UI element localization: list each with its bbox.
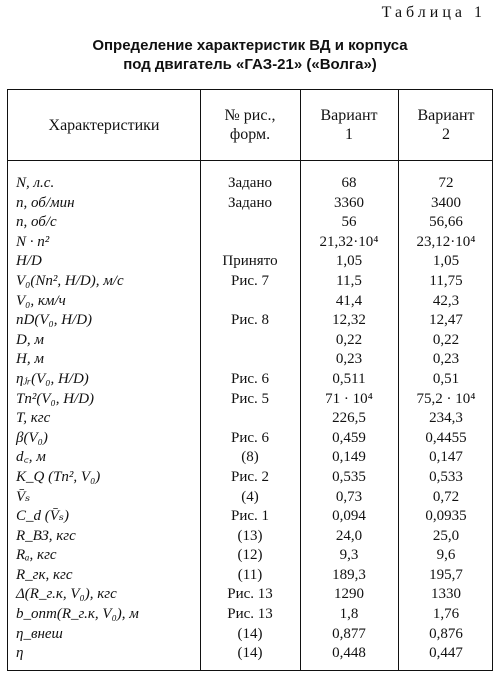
table-row: [8, 252, 492, 272]
table-row: [8, 468, 492, 488]
reference-cell: Задано: [228, 194, 272, 211]
variant-2-value: 56,66: [429, 214, 463, 231]
variant-1-value: 71 · 10⁴: [325, 390, 373, 407]
variant-2-value: 234,3: [429, 410, 463, 427]
variant-1-value: 41,4: [335, 292, 363, 309]
variant-1-value: 9,3: [339, 547, 359, 564]
characteristic-cell: d꜀, м: [16, 449, 46, 466]
variant-1-value: 0,877: [332, 625, 366, 642]
characteristic-cell: β(V₀): [16, 429, 48, 446]
variant-2-value: 42,3: [432, 292, 460, 309]
variant-1-value: 0,22: [335, 331, 363, 348]
characteristic-cell: η: [16, 645, 24, 662]
characteristic-cell: V̄ₛ: [16, 488, 31, 505]
table-row: [8, 311, 492, 331]
reference-cell: Рис. 7: [230, 272, 270, 289]
table-row: [8, 527, 492, 547]
table-row: [8, 233, 492, 253]
variant-2-value: 0,147: [429, 449, 463, 466]
variant-2-value: 195,7: [429, 566, 463, 583]
table-row: [8, 194, 492, 214]
variant-2-value: 1,76: [432, 606, 460, 623]
variant-1-value: 0,23: [335, 351, 363, 368]
table-row: [8, 546, 492, 566]
title-line-2: под двигатель «ГАЗ-21» («Волга»): [123, 56, 377, 73]
reference-cell: Принято: [222, 253, 278, 270]
table-row: [8, 488, 492, 508]
variant-2-value: 11,75: [429, 272, 463, 289]
variant-1-value: 11,5: [336, 272, 362, 289]
table-row: [8, 292, 492, 312]
table-row: [8, 448, 492, 468]
variant-1-value: 68: [341, 175, 357, 191]
table-row: [8, 507, 492, 527]
characteristic-cell: Rₐ, кгс: [16, 547, 57, 564]
header-characteristics: Характеристики: [48, 116, 160, 134]
characteristic-cell: ηⱼᵣ(V₀, H/D): [16, 370, 89, 387]
table-row: [8, 331, 492, 351]
characteristic-cell: H, м: [16, 351, 44, 368]
characteristic-cell: b_опт(R_г.к, V₀), м: [16, 606, 139, 623]
variant-2-value: 25,0: [432, 527, 460, 544]
variant-1-value: 3360: [334, 194, 364, 211]
reference-cell: (12): [237, 547, 263, 564]
characteristic-cell: N, л.с.: [16, 175, 55, 191]
variant-2-value: 0,876: [429, 625, 463, 642]
header-figure-formula: № рис., форм.: [224, 107, 276, 143]
variant-2-value: 3400: [431, 194, 461, 211]
characteristic-cell: T, кгс: [16, 410, 51, 427]
table-row: [8, 370, 492, 390]
table-row: [8, 409, 492, 429]
variant-2-value: 0,533: [429, 468, 463, 485]
table-row: [8, 644, 492, 664]
characteristic-cell: n, об/мин: [16, 194, 75, 211]
variant-1-value: 0,73: [335, 488, 363, 505]
variant-2-value: 23,12·10⁴: [416, 233, 476, 250]
variant-1-value: 1,05: [335, 253, 363, 270]
reference-cell: (14): [237, 625, 263, 642]
reference-cell: (4): [241, 488, 259, 505]
table-body: [8, 174, 492, 664]
reference-cell: Рис. 8: [230, 312, 270, 329]
variant-2-value: 72: [438, 175, 454, 191]
variant-2-value: 0,23: [432, 351, 460, 368]
table-title: [0, 36, 500, 74]
table-row: [8, 350, 492, 370]
header-variant-1: Вариант 1: [320, 107, 378, 143]
variant-1-value: 12,32: [332, 312, 366, 329]
characteristic-cell: nD(V₀, H/D): [16, 312, 93, 329]
variant-2-value: 1330: [431, 586, 461, 603]
variant-1-value: 226,5: [332, 410, 366, 427]
variant-2-value: 12,47: [429, 312, 463, 329]
characteristic-cell: N · n²: [16, 233, 50, 250]
characteristic-cell: R_гк, кгс: [16, 566, 73, 583]
table-row: [8, 213, 492, 233]
variant-2-value: 0,51: [432, 370, 460, 387]
reference-cell: (8): [241, 449, 259, 466]
characteristic-cell: H/D: [16, 253, 42, 270]
characteristic-cell: η_внеш: [16, 625, 63, 642]
variant-1-value: 0,149: [332, 449, 366, 466]
variant-2-value: 9,6: [436, 547, 456, 564]
variant-2-value: 0,0935: [425, 508, 467, 525]
table-number-label: Таблица 1: [381, 4, 486, 21]
reference-cell: Рис. 6: [230, 429, 270, 446]
reference-cell: Задано: [228, 175, 272, 191]
header-divider: [8, 160, 492, 161]
characteristic-cell: V₀, км/ч: [16, 292, 66, 309]
title-line-1: Определение характеристик ВД и корпуса: [92, 37, 408, 54]
variant-1-value: 0,535: [332, 468, 366, 485]
characteristic-cell: R_ВЗ, кгс: [16, 527, 76, 544]
variant-1-value: 1290: [334, 586, 364, 603]
variant-2-value: 75,2 · 10⁴: [416, 390, 476, 407]
variant-2-value: 0,22: [432, 331, 460, 348]
characteristic-cell: Tn²(V₀, H/D): [16, 390, 95, 407]
variant-1-value: 0,459: [332, 429, 366, 446]
variant-1-value: 0,511: [332, 370, 366, 387]
characteristic-cell: V₀(Nn², H/D), м/с: [16, 272, 124, 289]
reference-cell: Рис. 2: [230, 468, 270, 485]
table-row: [8, 585, 492, 605]
characteristic-cell: n, об/с: [16, 214, 57, 231]
characteristic-cell: D, м: [16, 331, 44, 348]
characteristic-cell: C_d (V̄ₛ): [16, 508, 69, 525]
table-row: [8, 390, 492, 410]
variant-2-value: 0,4455: [425, 429, 467, 446]
header-variant-2: Вариант 2: [417, 107, 475, 143]
table-row: [8, 429, 492, 449]
reference-cell: Рис. 13: [227, 606, 273, 623]
variant-1-value: 189,3: [332, 566, 366, 583]
table-row: [8, 605, 492, 625]
reference-cell: (11): [237, 566, 263, 583]
table-row: [8, 566, 492, 586]
reference-cell: Рис. 5: [230, 390, 270, 407]
variant-2-value: 1,05: [432, 253, 460, 270]
reference-cell: (13): [237, 527, 263, 544]
table-row: [8, 272, 492, 292]
variant-1-value: 56: [341, 214, 357, 231]
variant-1-value: 1,8: [339, 606, 359, 623]
variant-1-value: 24,0: [335, 527, 363, 544]
reference-cell: (14): [237, 645, 263, 662]
variant-1-value: 0,094: [332, 508, 366, 525]
characteristics-table: [7, 89, 493, 671]
table-row: [8, 174, 492, 194]
variant-2-value: 0,72: [432, 488, 460, 505]
characteristic-cell: Δ(R_г.к, V₀), кгс: [16, 586, 117, 603]
variant-1-value: 21,32·10⁴: [319, 233, 379, 250]
reference-cell: Рис. 13: [227, 586, 273, 603]
variant-1-value: 0,448: [332, 645, 366, 662]
table-row: [8, 625, 492, 645]
characteristic-cell: K_Q (Tn², V₀): [16, 468, 101, 485]
variant-2-value: 0,447: [429, 645, 463, 662]
reference-cell: Рис. 1: [230, 508, 270, 525]
reference-cell: Рис. 6: [230, 370, 270, 387]
